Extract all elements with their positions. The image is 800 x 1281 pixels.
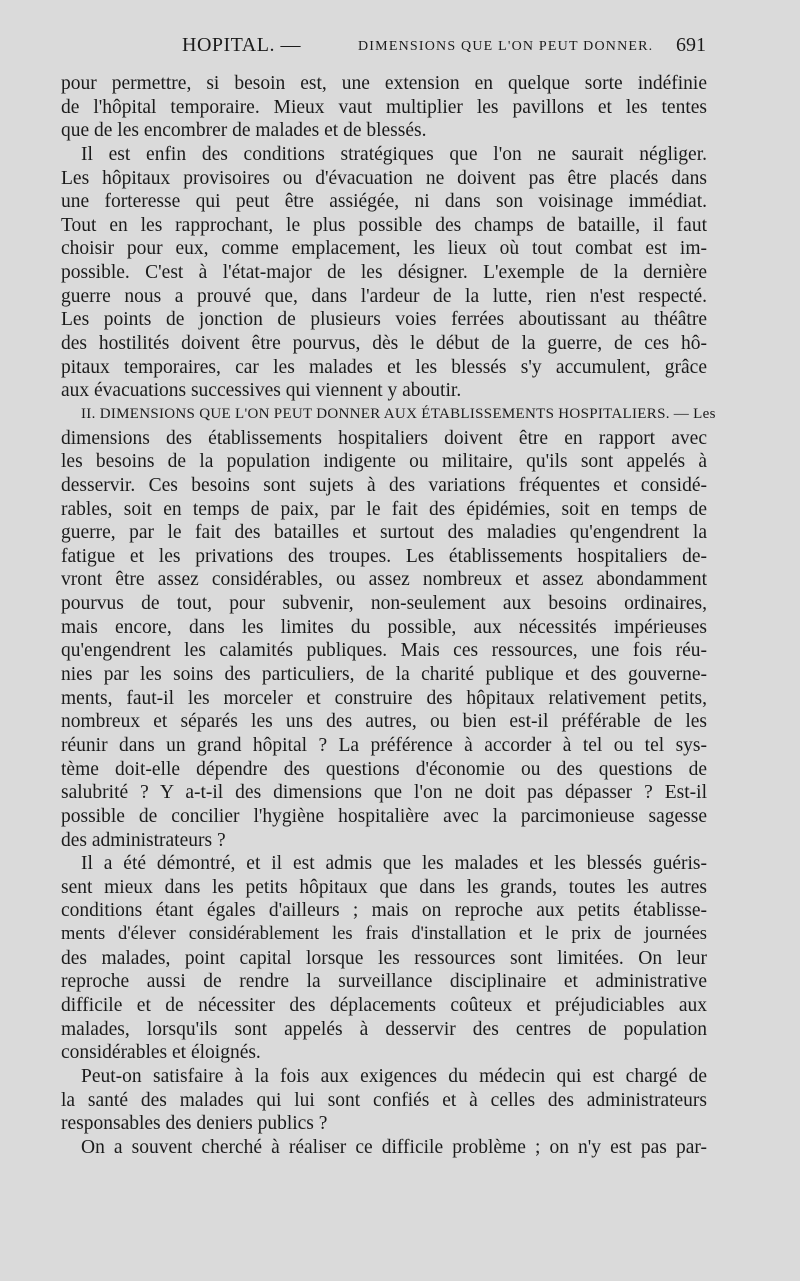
text-line: reproche aussi de rendre la surveillance disciplinaire et administrative <box>61 971 707 993</box>
text-line: Peut-on satisfaire à la fois aux exigences du médecin qui est chargé de <box>81 1065 707 1087</box>
text-line: les besoins de la population indigente ou militaire, qu'ils sont appelés à <box>61 451 707 473</box>
text-line: pitaux temporaires, car les malades et les blessés s'y accumulent, grâce <box>61 356 707 378</box>
text-line: une forteresse qui peut être assiégée, ni dans son voisinage immédiat. <box>61 191 707 213</box>
text-line: des malades, point capital lorsque les ressources sont limitées. On leur <box>61 947 707 969</box>
text-line: On a souvent cherché à réaliser ce difficile problème ; on n'y est pas par- <box>81 1136 707 1158</box>
text-line: difficile et de nécessiter des déplacements coûteux et préjudiciables aux <box>61 994 707 1016</box>
text-line: que de les encombrer de malades et de blessés. <box>61 120 427 142</box>
text-line: dimensions des établissements hospitaliers doivent être en rapport avec <box>61 427 707 449</box>
text-line: vront être assez considérables, ou assez nombreux et assez abondamment <box>61 569 707 591</box>
text-line: de l'hôpital temporaire. Mieux vaut multiplier les pavillons et les tentes <box>61 96 707 118</box>
text-line: ments, faut-il les morceler et construire des hôpitaux relativement petits, <box>61 687 707 709</box>
text-line: aux évacuations successives qui viennent y aboutir. <box>61 380 462 402</box>
text-line: Il est enfin des conditions stratégiques que l'on ne saurait négliger. <box>81 143 707 165</box>
text-line: des hostilités doivent être pourvus, dès le début de la guerre, de ces hô- <box>61 333 707 355</box>
text-line: possible. C'est à l'état-major de les désigner. L'exemple de la dernière <box>61 262 707 284</box>
text-line: la santé des malades qui lui sont confiés et à celles des administrateurs <box>61 1089 707 1111</box>
text-line: des administrateurs ? <box>61 829 226 851</box>
text-line: guerre, par le fait des batailles et surtout des maladies qu'engendrent la <box>61 522 707 544</box>
running-head <box>60 34 706 60</box>
text-line: mais encore, dans les limites du possible, aux nécessités impérieuses <box>61 616 707 638</box>
text-line: considérables et éloignés. <box>61 1042 261 1064</box>
text-line: qu'engendrent les calamités publiques. Mais ces ressources, une fois réu- <box>61 640 707 662</box>
running-head-subtitle: DIMENSIONS QUE L'ON PEUT DONNER. <box>358 39 654 54</box>
running-head-title: HOPITAL. — <box>182 34 301 56</box>
text-line: Il a été démontré, et il est admis que les malades et les blessés guéris- <box>81 853 707 875</box>
text-line: sent mieux dans les petits hôpitaux que dans les grands, toutes les autres <box>61 876 707 898</box>
text-line: conditions étant égales d'ailleurs ; mais on reproche aux petits établisse- <box>61 900 707 922</box>
text-line: Les hôpitaux provisoires ou d'évacuation ne doivent pas être placés dans <box>61 167 707 189</box>
text-line: nies par les soins des particuliers, de la charité publique et des gouverne- <box>61 664 707 686</box>
text-line: choisir pour eux, comme emplacement, les lieux où tout combat est im- <box>61 238 707 260</box>
page-number: 691 <box>676 34 706 56</box>
text-line: Les points de jonction de plusieurs voies ferrées aboutissant au théâtre <box>61 309 707 331</box>
text-line: desservir. Ces besoins sont sujets à des variations fréquentes et considé- <box>61 474 707 496</box>
text-line: tème doit-elle dépendre des questions d'économie ou des questions de <box>61 758 707 780</box>
text-line: rables, soit en temps de paix, par le fait des épidémies, soit en temps de <box>61 498 707 520</box>
body-text <box>61 72 716 1159</box>
text-line: malades, lorsqu'ils sont appelés à desservir des centres de population <box>61 1018 707 1040</box>
section-heading-line: II. DIMENSIONS QUE L'ON PEUT DONNER AUX ÉTABLISSEMENTS HOSPITALIERS. — Les <box>81 405 716 422</box>
text-line: salubrité ? Y a-t-il des dimensions que l'on ne doit pas dépasser ? Est-il <box>61 782 707 804</box>
text-line: Tout en les rapprochant, le plus possible des champs de bataille, il faut <box>61 214 707 236</box>
text-line: guerre nous a prouvé que, dans l'ardeur de la lutte, rien n'est respecté. <box>61 285 707 307</box>
text-line: nombreux et séparés les uns des autres, ou bien est-il préférable de les <box>61 711 707 733</box>
text-line: responsables des deniers publics ? <box>61 1113 328 1135</box>
text-line: ments d'élever considérablement les frais d'installation et le prix de journées <box>61 924 707 945</box>
text-line: pour permettre, si besoin est, une extension en quelque sorte indéfinie <box>61 73 707 94</box>
text-line: pourvus de tout, pour subvenir, non-seulement aux besoins ordinaires, <box>61 593 707 615</box>
text-line: réunir dans un grand hôpital ? La préférence à accorder à tel ou tel sys- <box>61 734 707 756</box>
text-line: fatigue et les privations des troupes. Les établissements hospitaliers de- <box>61 545 707 567</box>
text-line: possible de concilier l'hygiène hospitalière avec la parcimonieuse sagesse <box>61 805 707 827</box>
